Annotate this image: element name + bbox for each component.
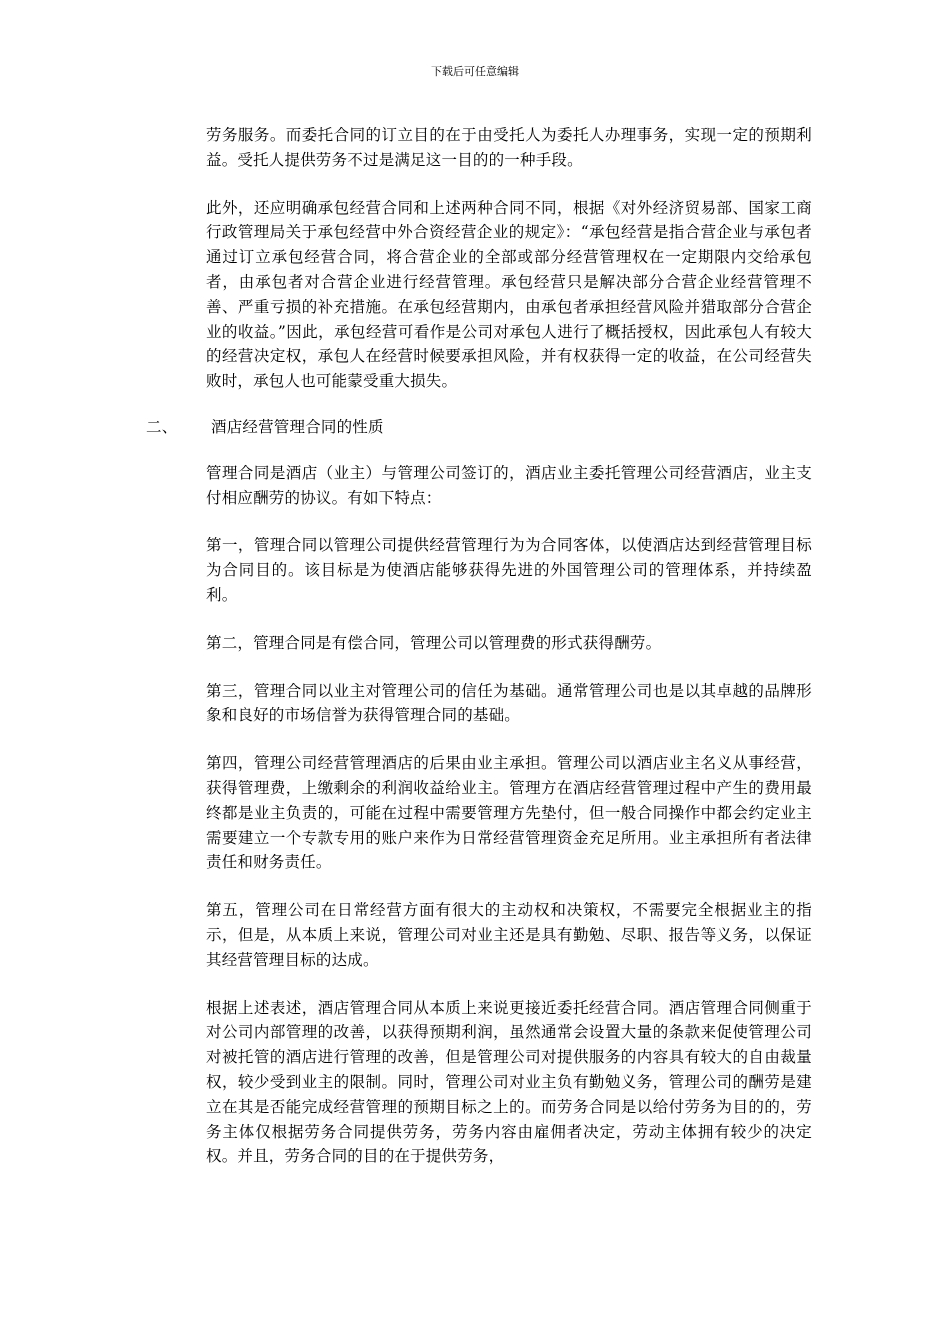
section-heading [146, 415, 812, 440]
document-body [146, 123, 812, 1192]
paragraph-conclusion: 根据上述表述，酒店管理合同从本质上来说更接近委托经营合同。酒店管理合同侧重于对公司内部管理的改善，以获得预期利润，虽然通常会设置大量的条款来促使管理公司对被托管的酒店进行管理的改善，但是管理公司对提供服务的内容具有较大的自由裁量权，较少受到业主的限制。同时，管理公司对业主负有勤勉义务，管理公司的酬劳是建立在其是否能完成经营管理的预期目标之上的。而劳务合同是以给付劳务为目的的，劳务主体仅根据劳务合同提供劳务，劳务内容由雇佣者决定，劳动主体拥有较少的决定权。并且，劳务合同的目的在于提供劳务， [206, 998, 812, 1166]
paragraph-feature-three: 第三，管理合同以业主对管理公司的信任为基础。通常管理公司也是以其卓越的品牌形象和良好的市场信誉为获得管理合同的基础。 [206, 681, 812, 725]
section-number: 二、 [146, 417, 178, 436]
paragraph-feature-four: 第四，管理公司经营管理酒店的后果由业主承担。管理公司以酒店业主名义从事经营，获得管理费，上缴剩余的利润收益给业主。管理方在酒店经营管理过程中产生的费用最终都是业主负责的，可能在过程中需要管理方先垫付，但一般合同操作中都会约定业主需要建立一个专款专用的账户来作为日常经营管理资金充足所用。业主承担所有者法律责任和财务责任。 [206, 754, 812, 872]
paragraph-feature-two: 第二，管理合同是有偿合同，管理公司以管理费的形式获得酬劳。 [206, 633, 662, 652]
paragraph-management-contract-definition: 管理合同是酒店（业主）与管理公司签订的，酒店业主委托管理公司经营酒店，业主支付相应酬劳的协议。有如下特点： [206, 463, 812, 507]
paragraph-labor-service: 劳务服务。而委托合同的订立目的在于由受托人为委托人办理事务，实现一定的预期利益。受托人提供劳务不过是满足这一目的的一种手段。 [206, 126, 812, 169]
paragraph-feature-five: 第五，管理公司在日常经营方面有很大的主动权和决策权，不需要完全根据业主的指示，但是，从本质上来说，管理公司对业主还是具有勤勉、尽职、报告等义务，以保证其经营管理目标的达成。 [206, 901, 812, 969]
paragraph-contract-operation: 此外，还应明确承包经营合同和上述两种合同不同，根据《对外经济贸易部、国家工商行政管理局关于承包经营中外合资经营企业的规定》：“承包经营是指合营企业与承包者通过订立承包经营合同，将合营企业的全部或部分经营管理权在一定期限内交给承包者，由承包者对合营企业进行经营管理。承包经营只是解决部分合营企业经营管理不善、严重亏损的补充措施。在承包经营期内，由承包者承担经营风险并猎取部分合营企业的收益。”因此，承包经营可看作是公司对承包人进行了概括授权，因此承包人有较大的经营决定权，承包人在经营时候要承担风险，并有权获得一定的收益，在公司经营失败时，承包人也可能蒙受重大损失。 [206, 198, 812, 391]
page-header: 下载后可任意编辑 [431, 65, 519, 78]
section-title: 酒店经营管理合同的性质 [211, 417, 384, 436]
paragraph-feature-one: 第一，管理合同以管理公司提供经营管理行为为合同客体，以使酒店达到经营管理目标为合同目的。该目标是为使酒店能够获得先进的外国管理公司的管理体系，并持续盈利。 [206, 536, 812, 604]
